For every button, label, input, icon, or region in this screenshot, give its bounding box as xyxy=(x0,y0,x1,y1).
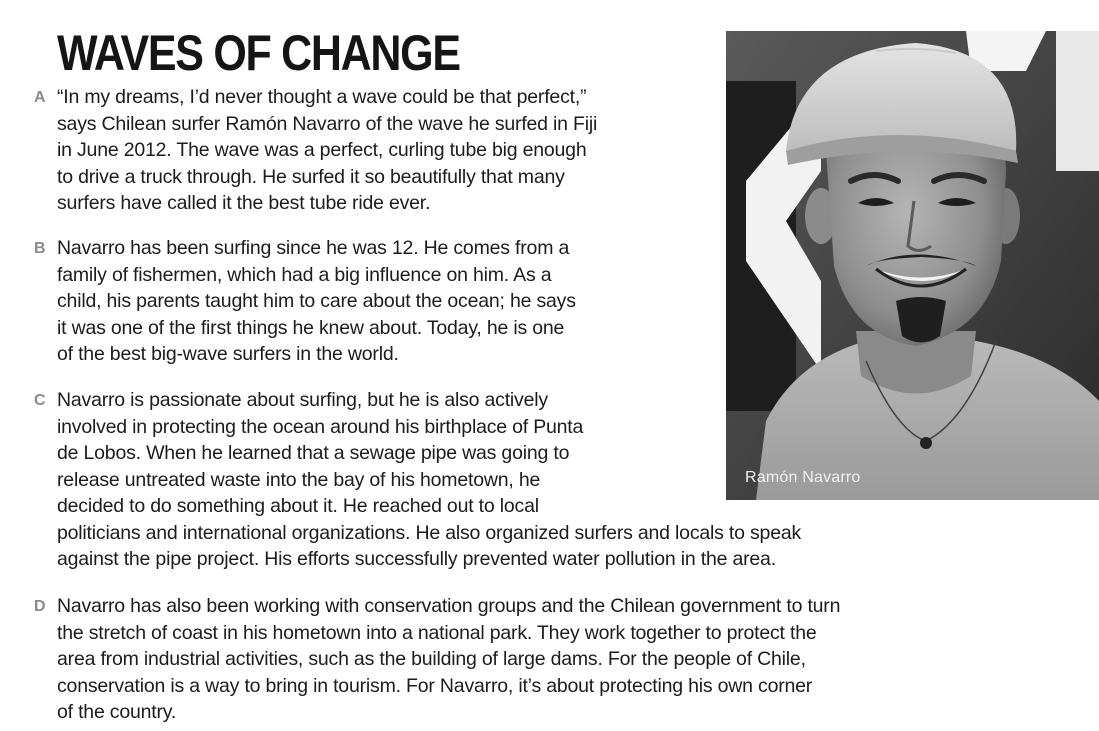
text-line: release untreated waste into the bay of his hometown, he xyxy=(57,468,541,491)
text-line: it was one of the first things he knew about. Today, he is one xyxy=(57,316,565,339)
paragraph-text xyxy=(57,593,840,726)
text-line: against the pipe project. His efforts successfully prevented water pollution in the area. xyxy=(57,548,776,570)
surfer-portrait-photo xyxy=(726,31,1099,500)
text-line: in June 2012. The wave was a perfect, curling tube big enough xyxy=(57,139,587,161)
text-line: of the best big-wave surfers in the world. xyxy=(57,343,399,365)
text-line: Navarro has been surfing since he was 12. He comes from a xyxy=(57,237,570,259)
text-line: Navarro has also been working with conservation groups and the Chilean government to turn xyxy=(57,595,841,617)
paragraph-text xyxy=(57,387,801,573)
text-line: family of fishermen, which had a big influence on him. As a xyxy=(57,263,552,286)
text-line: conservation is a way to bring in tourism. For Navarro, it’s about protecting his own corner xyxy=(57,674,813,697)
photo-caption: Ramón Navarro xyxy=(745,469,861,486)
text-line: to drive a truck through. He surfed it so beautifully that many xyxy=(57,165,565,188)
text-line: de Lobos. When he learned that a sewage pipe was going to xyxy=(57,442,570,464)
text-line: Navarro is passionate about surfing, but he is also actively xyxy=(57,389,548,411)
text-line: of the country. xyxy=(57,701,177,723)
text-line: child, his parents taught him to care about the ocean; he says xyxy=(57,290,576,312)
paragraph-letter: B xyxy=(34,240,46,257)
text-line: the stretch of coast in his hometown into a national park. They work together to protect the xyxy=(57,621,817,644)
paragraph-text xyxy=(57,235,576,368)
text-line: area from industrial activities, such as the building of large dams. For the people of Chile, xyxy=(57,648,806,670)
text-line: involved in protecting the ocean around his birthplace of Punta xyxy=(57,415,584,438)
text-line: surfers have called it the best tube ride ever. xyxy=(57,192,431,214)
article-title: WAVES OF CHANGE xyxy=(57,25,460,81)
paragraph-letter: A xyxy=(34,89,46,106)
paragraph-text xyxy=(57,84,597,217)
text-line: “In my dreams, I’d never thought a wave could be that perfect,” xyxy=(57,86,587,108)
paragraph-letter: D xyxy=(34,598,46,615)
paragraph-letter: C xyxy=(34,392,46,409)
text-line: says Chilean surfer Ramón Navarro of the wave he surfed in Fiji xyxy=(57,112,598,135)
text-line: politicians and international organizations. He also organized surfers and locals to speak xyxy=(57,521,802,544)
text-line: decided to do something about it. He reached out to local xyxy=(57,495,539,517)
portrait-illustration xyxy=(726,31,1099,500)
